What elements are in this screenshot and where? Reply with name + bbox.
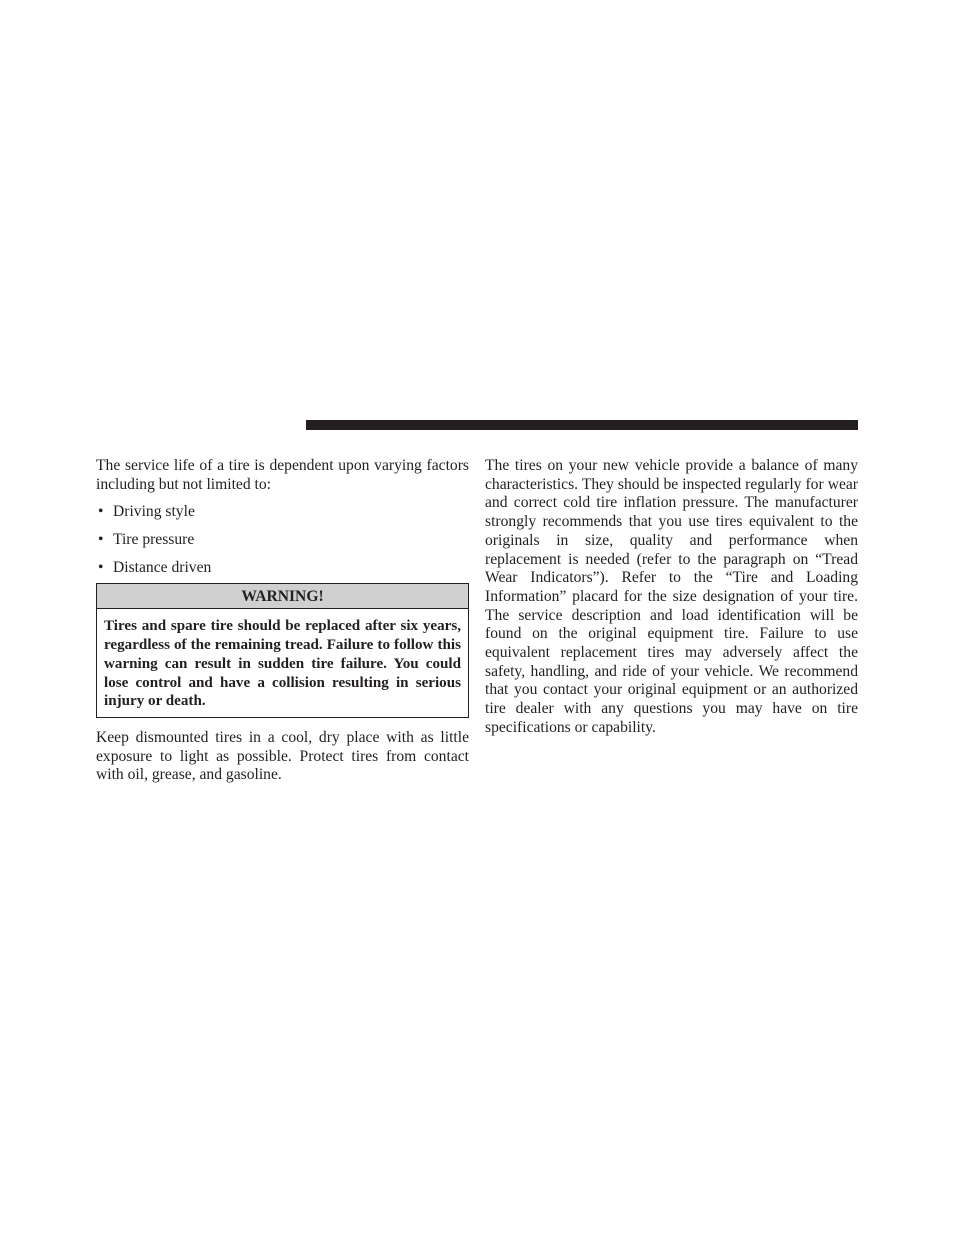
list-item	[96, 559, 469, 587]
left-column	[96, 457, 469, 785]
factor-list	[96, 503, 469, 587]
bullet-icon: •	[98, 531, 104, 549]
list-item-label: Distance driven	[113, 559, 212, 577]
list-item	[96, 531, 469, 559]
storage-paragraph: Keep dismounted tires in a cool, dry place with as little exposure to light as possible. Protect tires from contact with oil, grease, and gasoline.	[96, 728, 469, 784]
bullet-icon: •	[98, 559, 104, 577]
list-item	[96, 503, 469, 531]
header-rule	[306, 420, 858, 430]
list-item-label: Driving style	[113, 503, 195, 521]
list-item-label: Tire pressure	[113, 531, 195, 549]
warning-box	[96, 583, 469, 718]
warning-title: WARNING!	[97, 584, 468, 609]
replacement-paragraph: The tires on your new vehicle provide a balance of many characteristics. They should be inspected regularly for wear and correct cold tire inflation pressure. The manufacturer strongly recommends that you use tires equivalent to the originals in size, quality and performance when replacement is needed (refer to the paragraph on “Tread Wear Indicators”). Refer to the “Tire and Loading Information” placard for the size designation of your tire. The service description and load identification will be found on the original equipment tire. Failure to use equivalent replacement tires may adversely affect the safety, handling, and ride of your vehicle. We recommend that you contact your original equipment or an authorized tire dealer with any questions you may have on tire specifications or capability.	[485, 457, 858, 736]
bullet-icon: •	[98, 503, 104, 521]
right-column	[485, 457, 858, 738]
intro-paragraph: The service life of a tire is dependent upon varying factors including but not limited to:	[96, 457, 469, 493]
warning-text: Tires and spare tire should be replaced after six years, regardless of the remaining tread. Failure to follow this warning can result in sudden tire failure. You could lose control and have a collision resulting in serious injury or death.	[104, 618, 461, 710]
